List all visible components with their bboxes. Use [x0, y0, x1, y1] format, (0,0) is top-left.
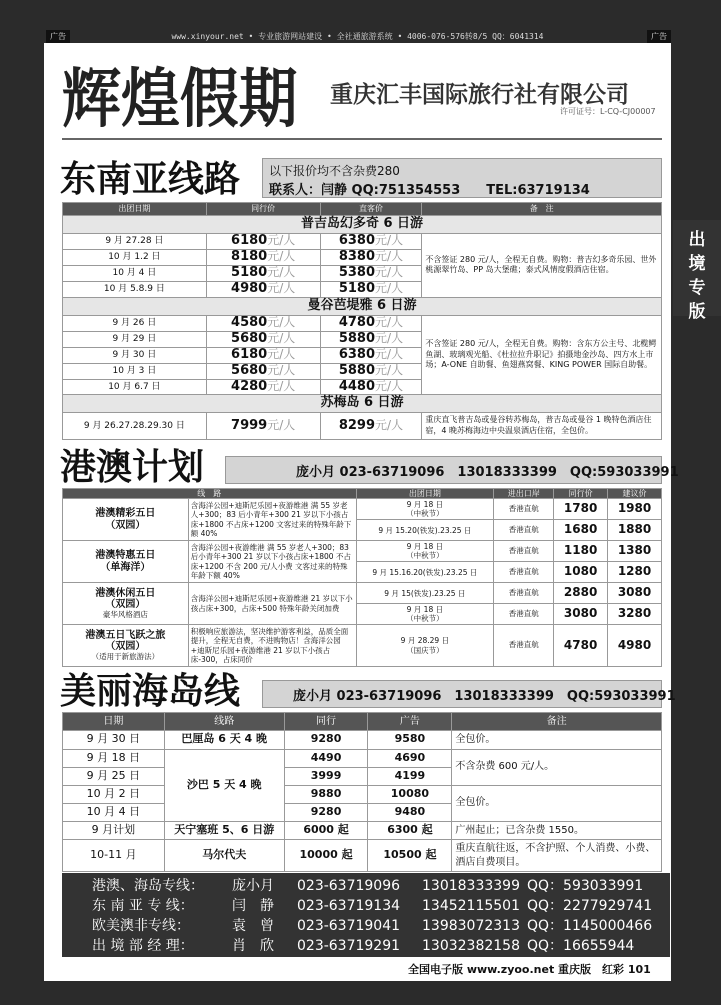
price-unit: 元/人 — [267, 233, 296, 247]
table-row — [63, 315, 662, 331]
sea-date: 9 月 30 日 — [63, 347, 207, 363]
island-header-cell: 广告 — [368, 713, 452, 731]
hk-suggested-price: 4980 — [608, 625, 662, 667]
sea-group-row — [63, 395, 662, 413]
island-route: 马尔代夫 — [164, 840, 284, 872]
price-unit: 元/人 — [267, 314, 296, 329]
hk-departure — [356, 541, 494, 562]
departure-holiday: （中秋节） — [406, 551, 444, 561]
footer-mobile: 13452115501 — [422, 898, 520, 914]
side-tab-label: 出境专版 — [688, 230, 706, 322]
price-value: 4980 — [231, 280, 268, 296]
island-contact-box — [262, 680, 676, 708]
table-row — [63, 731, 662, 750]
hk-section-title: 港澳计划 — [60, 446, 205, 488]
price-value: 7999 — [231, 417, 268, 433]
sea-retail-price — [320, 363, 422, 379]
sea-retail-price — [320, 281, 422, 297]
table-row — [63, 499, 662, 520]
island-date: 9 月计划 — [63, 821, 165, 840]
price-unit: 元/人 — [267, 248, 296, 263]
sea-retail-price — [320, 379, 422, 395]
island-ad-price: 9480 — [368, 803, 452, 821]
island-remark: 广州起止；已含杂费 1550。 — [452, 821, 662, 840]
departure-date: 9 月 18 日 — [406, 604, 444, 614]
page-title: 辉煌假期 — [62, 62, 298, 137]
island-header-row — [63, 713, 662, 731]
sea-date: 10 月 4 日 — [63, 265, 207, 281]
footer-person: 袁 曾 — [232, 918, 274, 934]
footer-mobile: 13032382158 — [422, 938, 520, 954]
island-ad-price: 9580 — [368, 731, 452, 750]
island-date: 9 月 25 日 — [63, 767, 165, 785]
hk-suggested-price: 1280 — [608, 562, 662, 583]
sea-date: 10 月 6.7 日 — [63, 379, 207, 395]
island-ad-price: 10080 — [368, 785, 452, 803]
island-trade-price: 9280 — [284, 803, 368, 821]
route-title: 港澳精彩五日 — [95, 508, 156, 520]
hk-port: 香港直航 — [494, 583, 554, 604]
hk-trade-price: 3080 — [554, 604, 608, 625]
price-unit: 元/人 — [375, 314, 404, 329]
sea-header-cell: 同行价 — [206, 203, 320, 216]
sea-trade-price — [206, 315, 320, 331]
sea-date: 10 月 5.8.9 日 — [63, 281, 207, 297]
island-date: 10 月 2 日 — [63, 785, 165, 803]
hk-contact: 庞小月 023-63719096 13018333399 QQ:593033991 — [296, 465, 679, 480]
hk-port: 香港直航 — [494, 604, 554, 625]
hk-port: 香港直航 — [494, 499, 554, 520]
price-value: 5180 — [338, 280, 376, 296]
departure-holiday: （国庆节） — [406, 645, 444, 655]
footer-contact-row — [92, 936, 667, 956]
route-subtitle-2: （适用于新旅游法） — [91, 651, 160, 661]
sea-group-row — [63, 216, 662, 234]
island-ad-price: 4199 — [368, 767, 452, 785]
sea-contact: 联系人：闫静 QQ:751354553 TEL:63719134 — [269, 183, 590, 198]
hk-route-desc: 含海洋公园+夜游维港 满 55 岁老人+300；83 后小青年+300 21 岁以下小孩占床+1800 不占床+1200 不含 200 元/人小费 文客过来的特殊年龄下额 40% — [188, 541, 356, 583]
route-subtitle: （双园） — [105, 599, 146, 611]
island-remark: 不含杂费 600 元/人。 — [452, 749, 662, 785]
sea-trade-price — [206, 379, 320, 395]
footer-contact-row — [92, 896, 667, 916]
bottom-edition: 全国电子版 www.zyoo.net 重庆版 红彩 101 — [404, 961, 671, 979]
island-ad-price: 4690 — [368, 749, 452, 767]
license-number: 许可证号：L-CQ-CJ00007 — [560, 107, 656, 116]
island-date: 10-11 月 — [63, 840, 165, 872]
table-row — [63, 821, 662, 840]
sea-group-name: 普吉岛幻多奇 6 日游 — [63, 216, 662, 234]
sea-price-table — [62, 202, 662, 440]
hk-header-cell: 建议价 — [608, 489, 662, 499]
sea-retail-price — [320, 315, 422, 331]
hk-header-cell: 进出口岸 — [494, 489, 554, 499]
hk-header-cell: 出团日期 — [356, 489, 494, 499]
price-value: 5680 — [231, 330, 268, 346]
island-remark: 全包价。 — [452, 731, 662, 750]
sea-group-name: 苏梅岛 6 日游 — [63, 395, 662, 413]
sea-group-row — [63, 297, 662, 315]
sea-date: 9 月 29 日 — [63, 331, 207, 347]
price-value: 4280 — [231, 378, 268, 394]
sea-retail-price — [320, 249, 422, 265]
hk-trade-price: 1080 — [554, 562, 608, 583]
hk-departure — [356, 499, 494, 520]
island-route: 沙巴 5 天 4 晚 — [164, 749, 284, 821]
sea-retail-price — [320, 234, 422, 250]
island-remark: 全包价。 — [452, 785, 662, 821]
departure-date: 9 月 15.16.20(铁发).23.25 日 — [372, 567, 478, 577]
route-title: 港澳五日飞跃之旅 — [85, 629, 166, 641]
sea-trade-price — [206, 234, 320, 250]
ad-tag-right: 广告 — [647, 30, 671, 43]
footer-person: 肖 欣 — [232, 938, 274, 954]
hk-trade-price: 1680 — [554, 520, 608, 541]
route-subtitle: （双园） — [105, 519, 146, 531]
island-header-cell: 线路 — [164, 713, 284, 731]
price-value: 6380 — [338, 346, 376, 362]
island-header-cell: 备注 — [452, 713, 662, 731]
price-unit: 元/人 — [375, 362, 404, 377]
footer-contact-row — [92, 876, 667, 896]
island-trade-price: 3999 — [284, 767, 368, 785]
hk-departure — [356, 562, 494, 583]
island-remark: 重庆直航往返，不含护照、个人消费、小费、酒店自费项目。 — [452, 840, 662, 872]
hk-price-table — [62, 488, 662, 667]
island-trade-price: 6000 起 — [284, 821, 368, 840]
footer-phone: 023-63719041 — [297, 918, 401, 934]
sea-retail-price — [320, 413, 422, 440]
island-contact: 庞小月 023-63719096 13018333399 QQ:593033991 — [293, 689, 676, 704]
price-unit: 元/人 — [375, 280, 404, 295]
footer-qq: QQ：593033991 — [527, 878, 644, 894]
price-unit: 元/人 — [375, 378, 404, 393]
table-row — [63, 749, 662, 767]
sea-trade-price — [206, 249, 320, 265]
sea-date: 9 月 26.27.28.29.30 日 — [63, 413, 207, 440]
price-unit: 元/人 — [375, 330, 404, 345]
hk-suggested-price: 1980 — [608, 499, 662, 520]
island-ad-price: 6300 起 — [368, 821, 452, 840]
sea-remark: 重庆直飞普吉岛或曼谷转苏梅岛，普吉岛或曼谷 1 晚特色酒店住宿，4 晚苏梅海边中央温泉酒店住宿，全包价。 — [422, 413, 662, 440]
sea-header-cell: 直客价 — [320, 203, 422, 216]
contact-footer — [62, 873, 670, 957]
footer-line: 港澳、海岛专线： — [92, 878, 204, 894]
footer-mobile: 13018333399 — [422, 878, 520, 894]
price-value: 6380 — [338, 233, 376, 248]
footer-qq: QQ：1145000466 — [527, 918, 653, 934]
footer-phone: 023-63719096 — [297, 878, 401, 894]
table-row — [63, 840, 662, 872]
sea-price-note: 以下报价均不含杂费280 — [269, 164, 400, 178]
sea-retail-price — [320, 265, 422, 281]
departure-date: 9 月 18 日 — [406, 499, 444, 509]
header-divider — [62, 138, 662, 140]
sea-trade-price — [206, 413, 320, 440]
footer-line: 东 南 亚 专 线： — [92, 898, 194, 914]
hk-suggested-price: 1380 — [608, 541, 662, 562]
footer-person: 闫 静 — [232, 898, 274, 914]
hk-header-cell: 线 路 — [63, 489, 357, 499]
side-tab — [673, 220, 721, 322]
price-unit: 元/人 — [267, 362, 296, 377]
price-unit: 元/人 — [267, 280, 296, 295]
island-route: 巴厘岛 6 天 4 晚 — [164, 731, 284, 750]
hk-route-name — [63, 541, 189, 583]
island-date: 10 月 4 日 — [63, 803, 165, 821]
sea-header-cell: 出团日期 — [63, 203, 207, 216]
island-header-cell: 同行 — [284, 713, 368, 731]
price-unit: 元/人 — [267, 330, 296, 345]
price-unit: 元/人 — [267, 417, 296, 432]
hk-route-name — [63, 583, 189, 625]
hk-route-name — [63, 499, 189, 541]
price-value: 8299 — [338, 417, 376, 433]
price-value: 5880 — [338, 362, 376, 378]
sea-trade-price — [206, 331, 320, 347]
hk-port: 香港直航 — [494, 520, 554, 541]
price-unit: 元/人 — [267, 346, 296, 361]
ad-tag-left: 广告 — [46, 30, 70, 43]
island-trade-price: 9880 — [284, 785, 368, 803]
departure-holiday: （中秋节） — [406, 614, 444, 624]
price-unit: 元/人 — [375, 233, 404, 247]
island-date: 9 月 18 日 — [63, 749, 165, 767]
sea-header-row — [63, 203, 662, 216]
island-header-cell: 日期 — [63, 713, 165, 731]
hk-header-cell: 同行价 — [554, 489, 608, 499]
price-unit: 元/人 — [375, 264, 404, 279]
departure-date: 9 月 15(铁发).23.25 日 — [384, 588, 466, 598]
company-name: 重庆汇丰国际旅行社有限公司 — [330, 82, 629, 108]
route-subtitle-2: 豪华风格酒店 — [102, 609, 148, 619]
route-subtitle: （单海洋） — [100, 561, 151, 573]
route-subtitle: （双园） — [105, 641, 146, 653]
sea-remark: 不含签证 280 元/人，全程无自费。购物：普吉幻多奇乐园、世外桃源翠竹岛、PP 岛大堡礁；泰式风情度假酒店住宿。 — [422, 234, 662, 298]
sea-date: 10 月 1.2 日 — [63, 249, 207, 265]
table-row — [63, 541, 662, 562]
hk-departure — [356, 583, 494, 604]
price-value: 5380 — [338, 264, 376, 280]
sea-trade-price — [206, 363, 320, 379]
island-date: 9 月 30 日 — [63, 731, 165, 750]
island-section-title: 美丽海岛线 — [60, 670, 241, 712]
footer-phone: 023-63719291 — [297, 938, 401, 954]
hk-departure — [356, 625, 494, 667]
hk-route-name — [63, 625, 189, 667]
hk-port: 香港直航 — [494, 541, 554, 562]
hk-contact-box — [225, 456, 679, 484]
hk-departure — [356, 520, 494, 541]
hk-route-desc: 含海洋公园+迪斯尼乐园+夜游维港 21 岁以下小孩占床+300，占床+500 特殊年龄关闭加费 — [188, 583, 356, 625]
hk-header-row — [63, 489, 662, 499]
sea-remark: 不含签证 280 元/人，全程无自费。购物：含东方公主号、北榄鳄鱼湖、玻璃观光船、《杜拉拉升职记》拍摄地金沙岛、四方水上市场；A-ONE 自助餐、鱼翅燕窝餐、KING POWER 国际自助餐。 — [422, 315, 662, 395]
sea-trade-price — [206, 265, 320, 281]
footer-person: 庞小月 — [232, 878, 274, 894]
footer-line: 出 境 部 经 理： — [92, 938, 194, 954]
price-value: 4480 — [338, 378, 376, 394]
island-trade-price: 9280 — [284, 731, 368, 750]
island-ad-price: 10500 起 — [368, 840, 452, 872]
hk-trade-price: 1180 — [554, 541, 608, 562]
price-value: 6180 — [231, 233, 268, 248]
sea-section-title: 东南亚线路 — [60, 158, 241, 200]
sea-retail-price — [320, 331, 422, 347]
hk-port: 香港直航 — [494, 562, 554, 583]
sea-group-name: 曼谷芭堤雅 6 日游 — [63, 297, 662, 315]
price-unit: 元/人 — [267, 264, 296, 279]
table-row — [63, 234, 662, 250]
sea-trade-price — [206, 281, 320, 297]
departure-date: 9 月 18 日 — [406, 541, 444, 551]
departure-date: 9 月 15.20(铁发).23.25 日 — [378, 525, 472, 535]
price-unit: 元/人 — [267, 378, 296, 393]
hk-suggested-price: 1880 — [608, 520, 662, 541]
footer-mobile: 13983072313 — [422, 918, 520, 934]
top-banner: www.xinyour.net • 专业旅游网站建设 • 全社通旅游系统 • 4006-076-576转8/5 QQ：6041314 — [171, 32, 544, 41]
price-unit: 元/人 — [375, 346, 404, 361]
table-row — [63, 583, 662, 604]
footer-line: 欧美澳非专线： — [92, 918, 190, 934]
hk-trade-price: 4780 — [554, 625, 608, 667]
island-price-table — [62, 712, 662, 872]
sea-trade-price — [206, 347, 320, 363]
departure-date: 9 月 28.29 日 — [400, 636, 450, 646]
hk-trade-price: 2880 — [554, 583, 608, 604]
price-value: 8380 — [338, 248, 376, 264]
sea-header-cell: 备 注 — [422, 203, 662, 216]
sea-date: 9 月 26 日 — [63, 315, 207, 331]
hk-departure — [356, 604, 494, 625]
hk-suggested-price: 3080 — [608, 583, 662, 604]
price-unit: 元/人 — [375, 248, 404, 263]
price-value: 5680 — [231, 362, 268, 378]
hk-route-desc: 含海洋公园+迪斯尼乐园+夜游维港 满 55 岁老人+300；83 后小青年+300 21 岁以下小孩占床+1800 不占床+1200 文客过来的特殊年龄下额 40% — [188, 499, 356, 541]
table-row — [63, 413, 662, 440]
table-row — [63, 625, 662, 667]
hk-suggested-price: 3280 — [608, 604, 662, 625]
island-trade-price: 4490 — [284, 749, 368, 767]
departure-holiday: （中秋节） — [406, 509, 444, 519]
route-title: 港澳特惠五日 — [95, 550, 156, 562]
island-trade-price: 10000 起 — [284, 840, 368, 872]
sea-info-box — [262, 158, 662, 198]
price-value: 6180 — [231, 346, 268, 362]
footer-qq: QQ：2277929741 — [527, 898, 653, 914]
table-row — [63, 785, 662, 803]
footer-qq: QQ：16655944 — [527, 938, 635, 954]
footer-contact-row — [92, 916, 667, 936]
sea-date: 10 月 3 日 — [63, 363, 207, 379]
footer-phone: 023-63719134 — [297, 898, 401, 914]
price-unit: 元/人 — [375, 417, 404, 432]
route-title: 港澳休闲五日 — [95, 587, 156, 599]
price-value: 4580 — [231, 314, 268, 330]
price-value: 4780 — [338, 314, 376, 330]
price-value: 8180 — [231, 248, 268, 264]
price-value: 5880 — [338, 330, 376, 346]
hk-route-desc: 积极响应旅游法，坚决维护游客利益，品质全面提升，全程无自费，不进购物店！含海洋公园+迪斯尼乐园+夜游维港 21 岁以下小孩占床-300，占床同价 — [188, 625, 356, 667]
sea-date: 9 月 27.28 日 — [63, 234, 207, 250]
hk-trade-price: 1780 — [554, 499, 608, 520]
island-route: 天宁塞班 5、6 日游 — [164, 821, 284, 840]
hk-port: 香港直航 — [494, 625, 554, 667]
sea-retail-price — [320, 347, 422, 363]
price-value: 5180 — [231, 264, 268, 280]
